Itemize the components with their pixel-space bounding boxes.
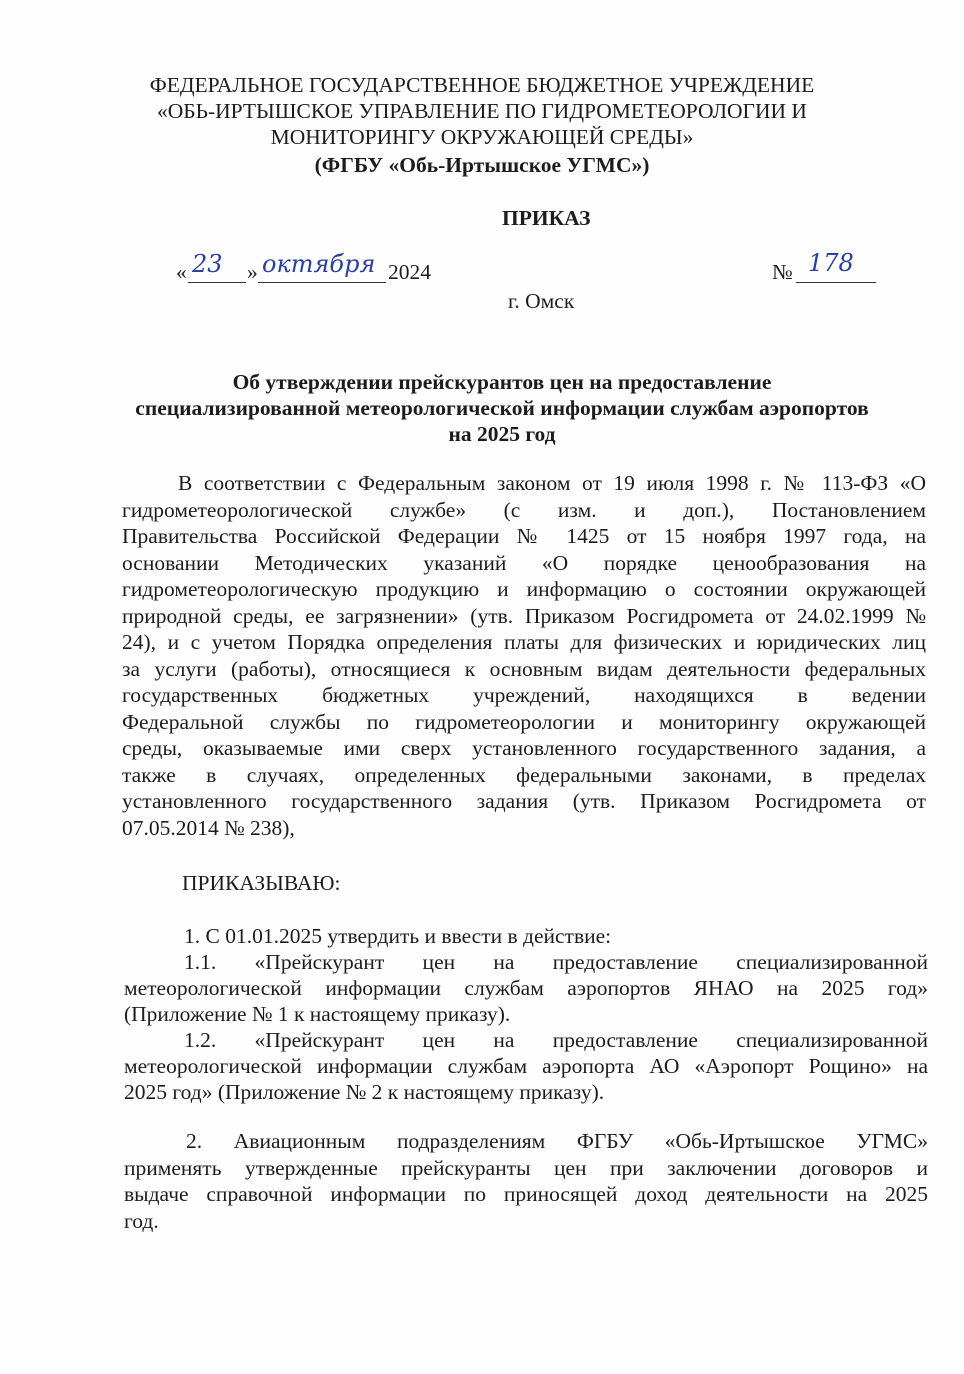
preamble-line: также в случаях, определенных федеральными законами, в пределах [122, 763, 926, 787]
item-1-2-line: 1.2. «Прейскурант цен на предоставление специализированной [184, 1028, 928, 1052]
date-month-underline [258, 282, 386, 283]
date-day-underline [188, 282, 246, 283]
preamble-line: основании Методических указаний «О порядке ценообразования на [122, 551, 926, 575]
date-open-quote: « [176, 260, 187, 284]
date-month-handwritten: октября [262, 250, 376, 278]
preamble-line: 24), и с учетом Порядка определения платы для физических и юридических лиц [122, 630, 926, 654]
preamble-line: за услуги (работы), относящиеся к основным видам деятельности федеральных [122, 657, 926, 681]
header-line-2: «ОБЬ-ИРТЫШСКОЕ УПРАВЛЕНИЕ ПО ГИДРОМЕТЕОРОЛОГИИ И [157, 99, 807, 123]
item-2-line: применять утвержденные прейскуранты цен при заключении договоров и [124, 1156, 928, 1180]
item-1-2-line: метеорологической информации службам аэропорта АО «Аэропорт Рощино» на [124, 1054, 928, 1078]
date-day-handwritten: 23 [192, 250, 223, 278]
header-line-3: МОНИТОРИНГУ ОКРУЖАЮЩЕЙ СРЕДЫ» [270, 125, 694, 149]
preamble-line: природной среды, ее загрязнении» (утв. Приказом Росгидромета от 24.02.1999 № [122, 604, 926, 628]
preamble-line: гидрометеорологическую продукцию и информацию о состоянии окружающей [122, 577, 926, 601]
item-1-1-line: 1.1. «Прейскурант цен на предоставление специализированной [184, 950, 928, 974]
subject-line-3: на 2025 год [448, 422, 556, 446]
preamble-line: Федеральной службы по гидрометеорологии и мониторингу окружающей [122, 710, 926, 734]
date-close-quote: » [247, 260, 258, 284]
item-1-2-line: 2025 год» (Приложение № 2 к настоящему приказу). [124, 1080, 605, 1104]
header-line-4: (ФГБУ «Обь-Иртышское УГМС») [314, 153, 650, 177]
item-2-line: 2. Авиационным подразделениям ФГБУ «Обь-Иртышское УГМС» [186, 1129, 928, 1153]
item-2-line: выдаче справочной информации по приносящей доход деятельности на 2025 [124, 1182, 928, 1206]
number-label: № [772, 260, 793, 284]
item-1-head: 1. С 01.01.2025 утвердить и ввести в действие: [184, 924, 612, 948]
preamble-line: В соответствии с Федеральным законом от 19 июля 1998 г. № 113-ФЗ «О [178, 471, 926, 495]
preamble-line: гидрометеорологической службе» (с изм. и доп.), Постановлением [122, 498, 926, 522]
decree-word: ПРИКАЗЫВАЮ: [182, 871, 341, 895]
date-year: 2024 [388, 260, 431, 284]
preamble-line: среды, оказываемые ими сверх установленного государственного задания, а [122, 736, 926, 760]
item-2-line: год. [124, 1209, 159, 1233]
preamble-line: 07.05.2014 № 238), [122, 816, 295, 840]
order-title: ПРИКАЗ [502, 206, 591, 230]
item-1-1-line: метеорологической информации службам аэропортов ЯНАО на 2025 год» [124, 976, 928, 1000]
item-1-1-line: (Приложение № 1 к настоящему приказу). [124, 1002, 511, 1026]
subject-line-1: Об утверждении прейскурантов цен на предоставление [232, 370, 772, 394]
preamble-line: государственных бюджетных учреждений, находящихся в ведении [122, 683, 926, 707]
number-handwritten: 178 [808, 249, 854, 277]
order-city: г. Омск [508, 289, 575, 313]
header-line-1: ФЕДЕРАЛЬНОЕ ГОСУДАРСТВЕННОЕ БЮДЖЕТНОЕ УЧРЕЖДЕНИЕ [149, 73, 815, 97]
preamble-line: Правительства Российской Федерации № 1425 от 15 ноября 1997 года, на [122, 524, 926, 548]
subject-line-2: специализированной метеорологической информации службам аэропортов [135, 396, 869, 420]
preamble-line: установленного государственного задания (утв. Приказом Росгидромета от [122, 789, 926, 813]
number-underline [796, 282, 876, 283]
